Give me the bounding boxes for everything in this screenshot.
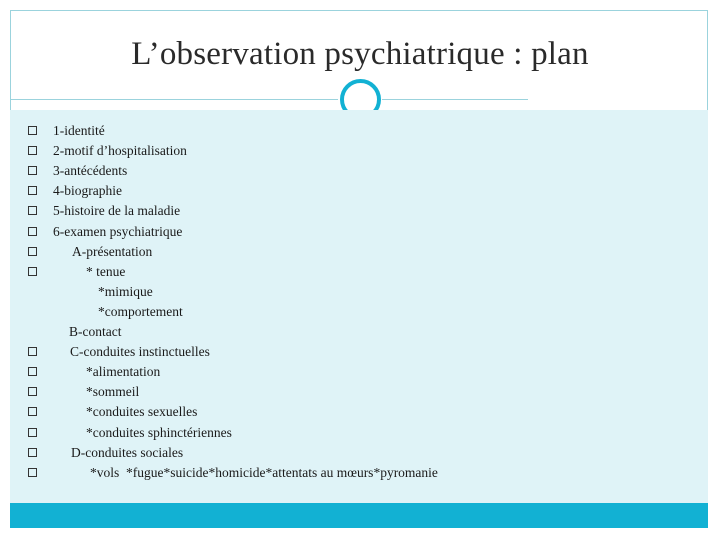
list-item — [0, 302, 720, 322]
list-item — [0, 322, 720, 342]
list-item — [0, 141, 720, 161]
list-item — [0, 181, 720, 201]
list-item — [0, 342, 720, 362]
checkbox-bullet-icon — [28, 387, 37, 396]
list-item — [0, 282, 720, 302]
list-item — [0, 382, 720, 402]
checkbox-bullet-icon — [28, 227, 37, 236]
title-divider-left — [10, 99, 338, 100]
checkbox-bullet-icon — [28, 166, 37, 175]
list-item — [0, 463, 720, 483]
list-item-text: 4-biographie — [53, 183, 122, 199]
list-item — [0, 222, 720, 242]
title-divider-right — [382, 99, 528, 100]
list-item-text: A-présentation — [72, 243, 153, 259]
list-item-text: *conduites sexuelles — [86, 404, 198, 420]
list-item — [0, 242, 720, 262]
list-item-text: *alimentation — [86, 364, 161, 380]
list-item — [0, 121, 720, 141]
checkbox-bullet-icon — [28, 448, 37, 457]
checkbox-bullet-icon — [28, 428, 37, 437]
list-item-text: B-contact — [69, 324, 122, 339]
list-item-text: * tenue — [86, 263, 126, 279]
list-item — [0, 443, 720, 463]
checkbox-bullet-icon — [28, 126, 37, 135]
list-item-text: *mimique — [98, 283, 153, 299]
list-item-text: C-conduites instinctuelles — [70, 344, 210, 360]
list-item — [0, 362, 720, 382]
slide-title: L’observation psychiatrique : plan — [131, 36, 589, 72]
list-item-text: 3-antécédents — [53, 163, 128, 179]
list-item — [0, 423, 720, 443]
checkbox-bullet-icon — [28, 367, 37, 376]
checkbox-bullet-icon — [28, 407, 37, 416]
list-item-text: *conduites sphinctériennes — [86, 424, 232, 440]
list-item — [0, 201, 720, 221]
checkbox-bullet-icon — [28, 247, 37, 256]
list-item-text: *comportement — [98, 303, 183, 319]
list-item-text: 2-motif d’hospitalisation — [53, 143, 187, 159]
checkbox-bullet-icon — [28, 186, 37, 195]
list-item — [0, 262, 720, 282]
checkbox-bullet-icon — [28, 468, 37, 477]
list-item — [0, 402, 720, 422]
list-item-text: 1-identité — [53, 123, 105, 138]
list-item-text: 6-examen psychiatrique — [53, 223, 183, 239]
footer-bar — [10, 503, 708, 528]
checkbox-bullet-icon — [28, 206, 37, 215]
list-item-text: *vols *fugue*suicide*homicide*attentats au mœurs*pyromanie — [90, 464, 438, 480]
checkbox-bullet-icon — [28, 267, 37, 276]
list-item-text: D-conduites sociales — [71, 444, 184, 460]
checkbox-bullet-icon — [28, 347, 37, 356]
list-item — [0, 161, 720, 181]
checkbox-bullet-icon — [28, 146, 37, 155]
list-item-text: *sommeil — [86, 384, 140, 400]
list-item-text: 5-histoire de la maladie — [53, 203, 181, 219]
